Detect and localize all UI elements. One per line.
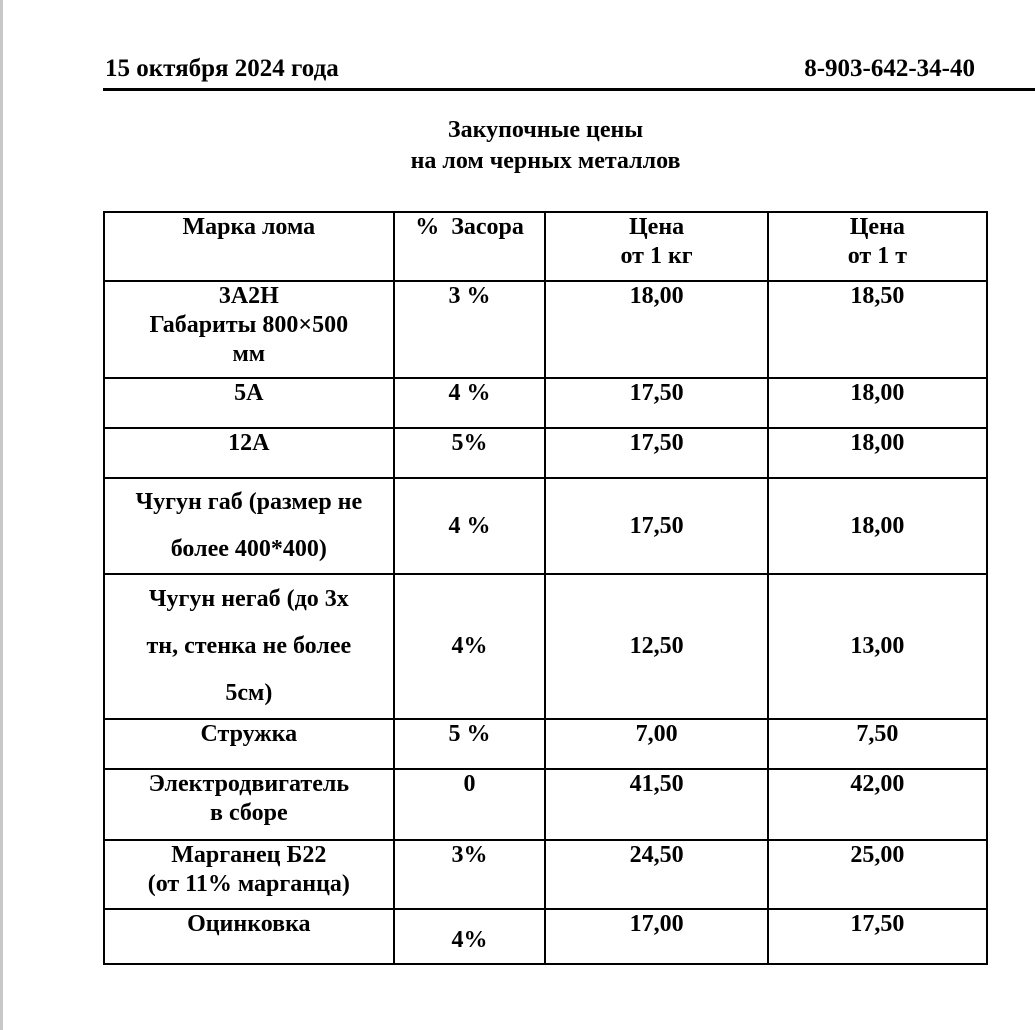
table-row [104, 378, 987, 428]
grade-line: Стружка [200, 721, 298, 747]
grade-line: 12А [228, 430, 270, 456]
title-line-2: на лом черных металлов [410, 148, 681, 174]
header-waste: % Засора [394, 212, 546, 281]
cell-waste: 4% [394, 909, 546, 964]
cell-price-t: 7,50 [768, 719, 987, 769]
cell-waste: 5 % [394, 719, 546, 769]
cell-price-t: 18,50 [768, 281, 987, 378]
grade-line: в сборе [210, 800, 288, 826]
contact-phone: 8-903-642-34-40 [804, 55, 975, 82]
cell-price-kg: 18,00 [545, 281, 767, 378]
cell-price-t: 18,00 [768, 378, 987, 428]
cell-grade [104, 719, 394, 769]
cell-price-kg: 12,50 [545, 574, 767, 719]
grade-line: более 400*400) [170, 536, 327, 562]
grade-line: мм [232, 341, 266, 367]
grade-line: 3А2Н [218, 283, 279, 309]
table-row [104, 574, 987, 719]
header-grade: Марка лома [104, 212, 394, 281]
table-row [104, 719, 987, 769]
cell-waste: 4% [394, 574, 546, 719]
grade-line: (от 11% марганца) [147, 871, 350, 897]
table-row [104, 769, 987, 840]
page-edge [0, 0, 3, 1030]
cell-price-kg: 41,50 [545, 769, 767, 840]
document-date: 15 октября 2024 года [105, 55, 339, 82]
cell-price-t: 18,00 [768, 478, 987, 574]
cell-price-kg: 17,50 [545, 428, 767, 478]
cell-waste: 3% [394, 840, 546, 909]
cell-grade [104, 378, 394, 428]
title-line-1: Закупочные цены [447, 117, 644, 143]
cell-price-t: 42,00 [768, 769, 987, 840]
table-row [104, 281, 987, 378]
cell-price-t: 18,00 [768, 428, 987, 478]
cell-grade [104, 840, 394, 909]
cell-waste: 5% [394, 428, 546, 478]
cell-waste: 4 % [394, 478, 546, 574]
cell-price-t: 25,00 [768, 840, 987, 909]
cell-grade [104, 478, 394, 574]
cell-price-kg: 17,00 [545, 909, 767, 964]
grade-line: 5см) [225, 680, 273, 706]
cell-waste: 3 % [394, 281, 546, 378]
header-price-t [768, 212, 987, 281]
cell-price-kg: 17,50 [545, 378, 767, 428]
table-row [104, 909, 987, 964]
cell-price-kg: 17,50 [545, 478, 767, 574]
cell-waste: 4 % [394, 378, 546, 428]
header-price-t-line2: от 1 т [847, 243, 907, 269]
cell-price-t: 17,50 [768, 909, 987, 964]
grade-line: Чугун негаб (до 3х [148, 586, 349, 612]
cell-price-t: 13,00 [768, 574, 987, 719]
header-price-kg-line2: от 1 кг [620, 243, 693, 269]
grade-line: Марганец Б22 [171, 842, 327, 868]
grade-line: 5А [234, 380, 264, 406]
cell-grade [104, 428, 394, 478]
header-price-t-line1: Цена [849, 214, 905, 240]
cell-grade [104, 769, 394, 840]
cell-price-kg: 7,00 [545, 719, 767, 769]
table-row [104, 840, 987, 909]
header-divider [103, 88, 1035, 91]
cell-price-kg: 24,50 [545, 840, 767, 909]
table-row [104, 428, 987, 478]
grade-line: Чугун габ (размер не [135, 489, 363, 515]
cell-waste: 0 [394, 769, 546, 840]
header-price-kg [545, 212, 767, 281]
header-price-kg-line1: Цена [629, 214, 685, 240]
table-row [104, 478, 987, 574]
grade-line: Электродвигатель [148, 771, 350, 797]
cell-grade [104, 909, 394, 964]
cell-grade [104, 281, 394, 378]
grade-line: Габариты 800×500 [149, 312, 349, 338]
document-title [103, 115, 988, 177]
cell-grade [104, 574, 394, 719]
table-header-row [104, 212, 987, 281]
grade-line: Оцинковка [187, 911, 311, 937]
grade-line: тн, стенка не более [146, 633, 352, 659]
price-table [103, 211, 988, 965]
